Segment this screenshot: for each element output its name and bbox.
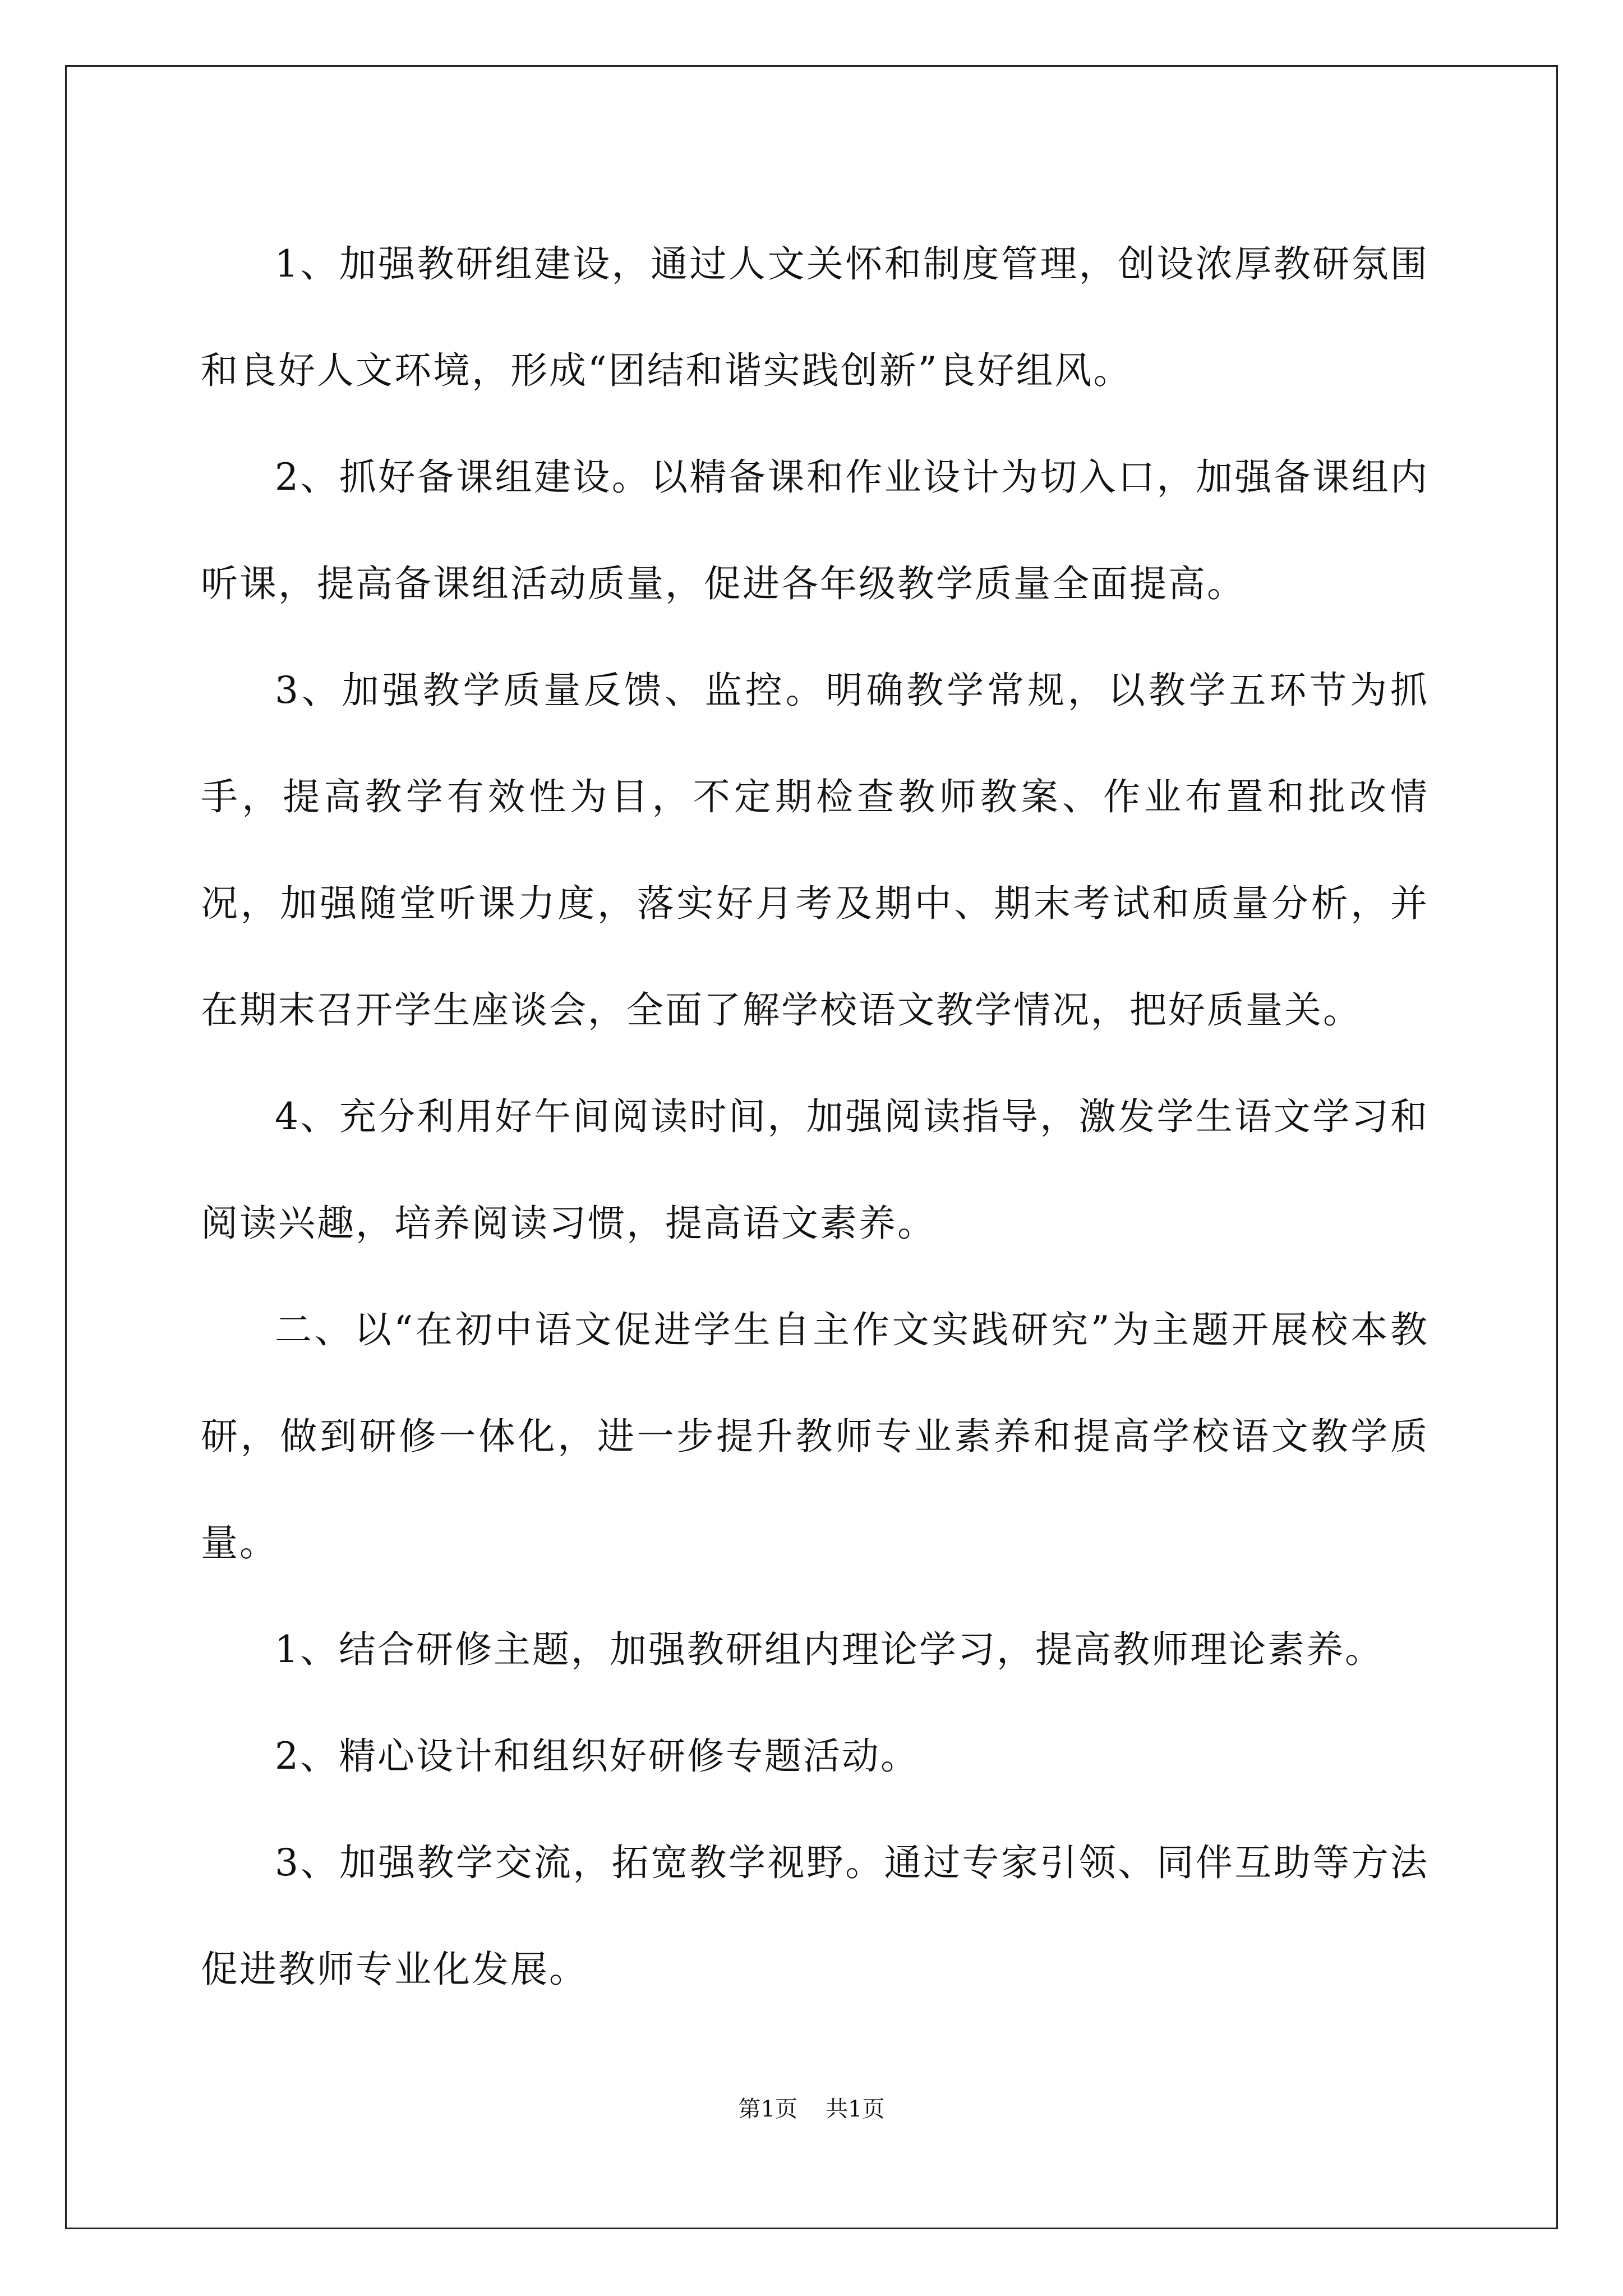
paragraph-1: 1、加强教研组建设，通过人文关怀和制度管理，创设浓厚教研氛围和良好人文环境，形成“团结和谐实践创新”良好组风。 <box>201 242 1429 392</box>
paragraph-5: 二、以“在初中语文促进学生自主作文实践研究”为主题开展校本教研，做到研修一体化，进一步提升教师专业素养和提高学校语文教学质量。 <box>201 1308 1429 1565</box>
document-body <box>201 211 1429 2023</box>
paragraph-7: 2、精心设计和组织好研修专题活动。 <box>275 1734 919 1778</box>
paragraph-4: 4、充分利用好午间阅读时间，加强阅读指导，激发学生语文学习和阅读兴趣，培养阅读习惯，提高语文素养。 <box>201 1095 1429 1245</box>
paragraph-8: 3、加强教学交流，拓宽教学视野。通过专家引领、同伴互助等方法促进教师专业化发展。 <box>201 1841 1429 1991</box>
page-number: 第1页 <box>738 2096 797 2122</box>
paragraph-6: 1、结合研修主题，加强教研组内理论学习，提高教师理论素养。 <box>275 1628 1384 1671</box>
page-footer <box>0 2092 1623 2126</box>
total-pages: 共1页 <box>826 2096 885 2122</box>
paragraph-3: 3、加强教学质量反馈、监控。明确教学常规，以教学五环节为抓手，提高教学有效性为目，不定期检查教师教案、作业布置和批改情况，加强随堂听课力度，落实好月考及期中、期末考试和质量分析，并在期末召开学生座谈会，全面了解学校语文教学情况，把好质量关。 <box>201 669 1429 1032</box>
paragraph-2: 2、抓好备课组建设。以精备课和作业设计为切入口，加强备课组内听课，提高备课组活动质量，促进各年级教学质量全面提高。 <box>201 455 1429 605</box>
